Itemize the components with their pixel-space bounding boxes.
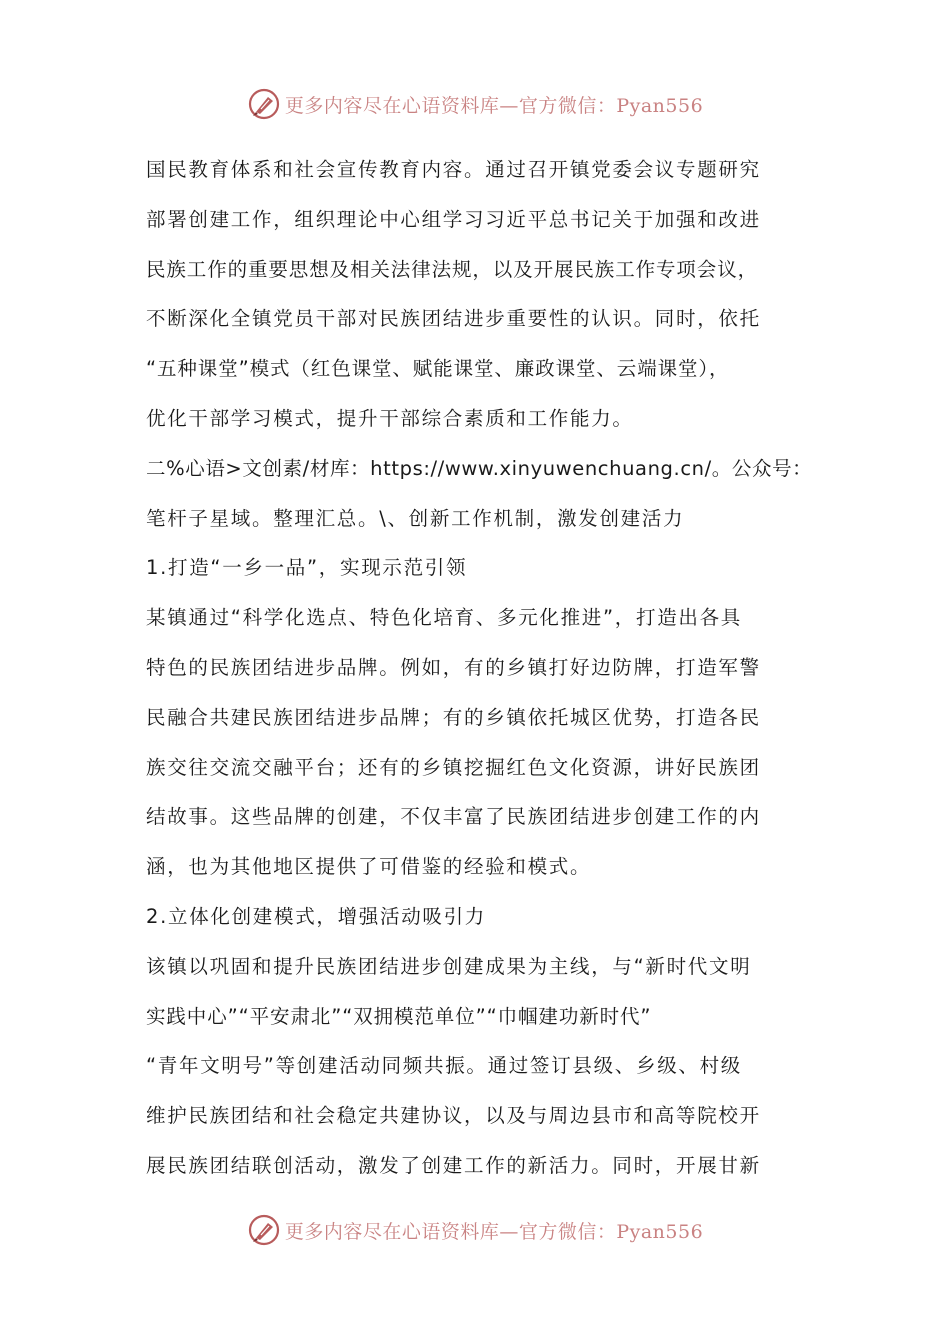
paragraph-line: 展民族团结联创活动，激发了创建工作的新活力。同时，开展甘新 (146, 1153, 761, 1177)
paragraph-line: 民融合共建民族团结进步品牌；有的乡镇依托城区优势，打造各民 (146, 705, 761, 729)
paragraph-line: 结故事。这些品牌的创建，不仅丰富了民族团结进步创建工作的内 (146, 805, 761, 829)
footer-banner (0, 1208, 950, 1252)
paragraph-line: 维护民族团结和社会稳定共建协议，以及与周边县市和高等院校开 (146, 1104, 761, 1128)
pen-nib-logo-icon (247, 87, 281, 121)
paragraph-line: “五种课堂”模式（红色课堂、赋能课堂、廉政课堂、云端课堂）， (146, 357, 730, 381)
paragraph-line: 族交往交流交融平台；还有的乡镇挖掘红色文化资源，讲好民族团 (146, 755, 761, 779)
subsection-heading: 1.打造“一乡一品”，实现示范引领 (146, 556, 468, 580)
section-heading: 笔杆子星域。整理汇总。\、创新工作机制，激发创建活力 (146, 506, 685, 530)
paragraph-line: 涵，也为其他地区提供了可借鉴的经验和模式。 (146, 855, 592, 879)
paragraph-line: 优化干部学习模式，提升干部综合素质和工作能力。 (146, 406, 634, 430)
subsection-heading: 2.立体化创建模式，增强活动吸引力 (146, 904, 487, 928)
paragraph-line: 实践中心”“平安肃北”“双拥模范单位”“巾帼建功新时代” (146, 1004, 652, 1028)
document-body (146, 145, 813, 1191)
paragraph-line: 某镇通过“科学化选点、特色化培育、多元化推进”，打造出各具 (146, 606, 743, 630)
paragraph-line: 二%心语>文创素/材库：https://www.xinyuwenchuang.cn/。公众号： (146, 456, 813, 480)
paragraph-line: 不断深化全镇党员干部对民族团结进步重要性的认识。同时，依托 (146, 307, 761, 331)
banner-text: 更多内容尽在心语资料库—官方微信：Pyan556 (284, 1220, 704, 1243)
banner-text: 更多内容尽在心语资料库—官方微信：Pyan556 (284, 94, 704, 117)
header-banner (0, 82, 950, 126)
paragraph-line: 该镇以巩固和提升民族团结进步创建成果为主线，与“新时代文明 (146, 954, 752, 978)
paragraph-line: 特色的民族团结进步品牌。例如，有的乡镇打好边防牌，打造军警 (146, 655, 761, 679)
paragraph-line: 国民教育体系和社会宣传教育内容。通过召开镇党委会议专题研究 (146, 158, 761, 181)
paragraph-line: 部署创建工作，组织理论中心组学习习近平总书记关于加强和改进 (146, 207, 761, 231)
pen-nib-logo-icon (247, 1213, 281, 1247)
paragraph-line: “青年文明号”等创建活动同频共振。通过签订县级、乡级、村级 (146, 1054, 743, 1078)
paragraph-line: 民族工作的重要思想及相关法律法规，以及开展民族工作专项会议， (146, 257, 759, 281)
